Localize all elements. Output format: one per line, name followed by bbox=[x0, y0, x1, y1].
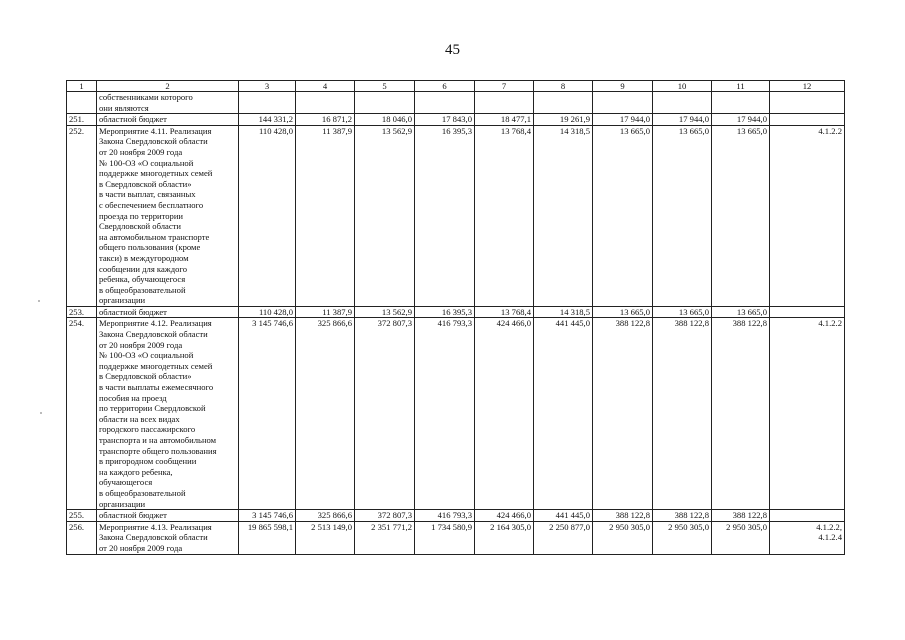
description-line: поддержке многодетных семей bbox=[99, 360, 213, 371]
target-code bbox=[770, 92, 845, 114]
description-line: № 100-ОЗ «О социальной bbox=[99, 350, 194, 361]
amount-cell: 16 871,2 bbox=[296, 114, 355, 126]
table-row bbox=[67, 306, 845, 318]
scan-speck bbox=[38, 300, 40, 302]
column-header: 1 bbox=[67, 81, 97, 92]
column-header: 9 bbox=[593, 81, 653, 92]
column-header: 4 bbox=[296, 81, 355, 92]
amount-cell: 2 250 877,0 bbox=[534, 521, 593, 554]
description-line: обучающегося bbox=[99, 477, 153, 488]
amount-cell: 424 466,0 bbox=[475, 318, 534, 510]
target-code bbox=[770, 318, 845, 510]
column-header: 7 bbox=[475, 81, 534, 92]
amount-cell: 325 866,6 bbox=[296, 318, 355, 510]
description-line: с обеспечением бесплатного bbox=[99, 199, 204, 210]
description-line: ребенка, обучающегося bbox=[99, 274, 186, 285]
amount-cell: 11 387,9 bbox=[296, 125, 355, 306]
amount-cell: 388 122,8 bbox=[653, 510, 712, 522]
amount-cell: 388 122,8 bbox=[593, 510, 653, 522]
amount-cell: 441 445,0 bbox=[534, 510, 593, 522]
description-line: области на всех видах bbox=[99, 413, 180, 424]
amount-cell: 144 331,2 bbox=[239, 114, 296, 126]
amount-cell: 388 122,8 bbox=[653, 318, 712, 510]
amount-cell: 2 351 771,2 bbox=[355, 521, 415, 554]
row-description bbox=[97, 510, 239, 522]
description-line: Свердловской области bbox=[99, 221, 182, 232]
description-line: в части выплаты ежемесячного bbox=[99, 382, 214, 393]
amount-cell: 18 046,0 bbox=[355, 114, 415, 126]
target-code bbox=[770, 521, 845, 554]
description-line: общего пользования (кроме bbox=[99, 242, 201, 253]
description-line: областной бюджет bbox=[99, 306, 167, 317]
column-header: 6 bbox=[415, 81, 475, 92]
amount-cell: 1 734 580,9 bbox=[415, 521, 475, 554]
description-line: организации bbox=[99, 295, 146, 306]
description-line: сообщении для каждого bbox=[99, 263, 187, 274]
description-line: № 100-ОЗ «О социальной bbox=[99, 157, 194, 168]
description-line: собственниками которого bbox=[99, 92, 193, 102]
amount-cell: 16 395,3 bbox=[415, 125, 475, 306]
amount-cell: 2 513 149,0 bbox=[296, 521, 355, 554]
amount-cell bbox=[712, 92, 770, 114]
amount-cell: 388 122,8 bbox=[593, 318, 653, 510]
amount-cell: 388 122,8 bbox=[712, 510, 770, 522]
amount-cell: 13 562,9 bbox=[355, 125, 415, 306]
amount-cell: 2 950 305,0 bbox=[593, 521, 653, 554]
amount-cell: 13 665,0 bbox=[653, 306, 712, 318]
amount-cell: 3 145 746,6 bbox=[239, 510, 296, 522]
amount-cell bbox=[415, 92, 475, 114]
amount-cell: 110 428,0 bbox=[239, 306, 296, 318]
row-number: 252. bbox=[67, 125, 97, 306]
description-line: Закона Свердловской области bbox=[99, 329, 208, 340]
description-line: в Свердловской области» bbox=[99, 178, 192, 189]
table-header-row bbox=[67, 81, 845, 92]
amount-cell: 13 665,0 bbox=[712, 306, 770, 318]
amount-cell: 2 164 305,0 bbox=[475, 521, 534, 554]
table-body bbox=[67, 81, 845, 555]
amount-cell: 13 665,0 bbox=[593, 306, 653, 318]
table-row bbox=[67, 125, 845, 306]
amount-cell: 388 122,8 bbox=[712, 318, 770, 510]
description-line: они являются bbox=[99, 102, 149, 113]
description-line: от 20 ноября 2009 года bbox=[99, 339, 183, 350]
row-number: 254. bbox=[67, 318, 97, 510]
description-line: Закона Свердловской области bbox=[99, 532, 208, 543]
description-line: от 20 ноября 2009 года bbox=[99, 542, 183, 553]
description-line: областной бюджет bbox=[99, 510, 167, 521]
column-header: 3 bbox=[239, 81, 296, 92]
amount-cell: 110 428,0 bbox=[239, 125, 296, 306]
amount-cell bbox=[355, 92, 415, 114]
row-number: 255. bbox=[67, 510, 97, 522]
amount-cell bbox=[475, 92, 534, 114]
description-line: транспорта и на автомобильном bbox=[99, 435, 217, 445]
table-row bbox=[67, 114, 845, 126]
column-header: 2 bbox=[97, 81, 239, 92]
target-code bbox=[770, 306, 845, 318]
amount-cell: 416 793,3 bbox=[415, 510, 475, 522]
table-row bbox=[67, 92, 845, 114]
description-line: такси) в междугородном bbox=[99, 252, 189, 263]
amount-cell: 325 866,6 bbox=[296, 510, 355, 522]
row-description bbox=[97, 114, 239, 126]
row-description bbox=[97, 521, 239, 554]
description-line: проезда по территории bbox=[99, 210, 184, 221]
target-code-line: 4.1.2.2, bbox=[816, 521, 842, 532]
description-line: по территории Свердловской bbox=[99, 403, 206, 414]
target-code bbox=[770, 510, 845, 522]
amount-cell: 17 843,0 bbox=[415, 114, 475, 126]
description-line: от 20 ноября 2009 года bbox=[99, 146, 183, 157]
row-description bbox=[97, 125, 239, 306]
amount-cell: 2 950 305,0 bbox=[712, 521, 770, 554]
amount-cell: 372 807,3 bbox=[355, 318, 415, 510]
amount-cell: 18 477,1 bbox=[475, 114, 534, 126]
description-line: в пригородном сообщении bbox=[99, 456, 197, 467]
amount-cell: 19 865 598,1 bbox=[239, 521, 296, 554]
amount-cell: 14 318,5 bbox=[534, 125, 593, 306]
target-code-line: 4.1.2.2 bbox=[818, 318, 842, 329]
budget-table bbox=[66, 80, 845, 555]
amount-cell: 13 665,0 bbox=[712, 125, 770, 306]
column-header: 8 bbox=[534, 81, 593, 92]
amount-cell: 441 445,0 bbox=[534, 318, 593, 510]
scan-speck bbox=[40, 412, 42, 414]
table-row bbox=[67, 318, 845, 510]
description-line: Мероприятие 4.11. Реализация bbox=[99, 125, 212, 136]
amount-cell bbox=[296, 92, 355, 114]
column-header: 12 bbox=[770, 81, 845, 92]
column-header: 11 bbox=[712, 81, 770, 92]
description-line: в части выплат, связанных bbox=[99, 189, 196, 200]
amount-cell bbox=[593, 92, 653, 114]
amount-cell: 13 562,9 bbox=[355, 306, 415, 318]
description-line: на автомобильном транспорте bbox=[99, 231, 210, 242]
amount-cell: 17 944,0 bbox=[593, 114, 653, 126]
table-row bbox=[67, 521, 845, 554]
description-line: в общеобразовательной bbox=[99, 284, 186, 295]
amount-cell bbox=[239, 92, 296, 114]
amount-cell: 19 261,9 bbox=[534, 114, 593, 126]
target-code-line: 4.1.2.4 bbox=[818, 532, 842, 543]
row-number: 251. bbox=[67, 114, 97, 126]
description-line: пособия на проезд bbox=[99, 392, 167, 403]
description-line: транспорте общего пользования bbox=[99, 445, 217, 456]
table-row bbox=[67, 510, 845, 522]
amount-cell: 13 768,4 bbox=[475, 306, 534, 318]
row-number: 256. bbox=[67, 521, 97, 554]
column-header: 5 bbox=[355, 81, 415, 92]
amount-cell bbox=[534, 92, 593, 114]
amount-cell: 13 665,0 bbox=[593, 125, 653, 306]
description-line: Мероприятие 4.13. Реализация bbox=[99, 521, 212, 532]
target-code bbox=[770, 125, 845, 306]
target-code-line: 4.1.2.2 bbox=[818, 125, 842, 136]
amount-cell: 416 793,3 bbox=[415, 318, 475, 510]
description-line: в Свердловской области» bbox=[99, 371, 192, 382]
amount-cell: 424 466,0 bbox=[475, 510, 534, 522]
description-line: на каждого ребенка, bbox=[99, 466, 173, 477]
description-line: областной бюджет bbox=[99, 114, 167, 125]
amount-cell: 13 665,0 bbox=[653, 125, 712, 306]
description-line: организации bbox=[99, 498, 146, 509]
row-description bbox=[97, 92, 239, 114]
amount-cell: 3 145 746,6 bbox=[239, 318, 296, 510]
page-number: 45 bbox=[445, 42, 460, 58]
row-number bbox=[67, 92, 97, 114]
description-line: Мероприятие 4.12. Реализация bbox=[99, 318, 212, 329]
amount-cell: 2 950 305,0 bbox=[653, 521, 712, 554]
amount-cell: 372 807,3 bbox=[355, 510, 415, 522]
description-line: городского пассажирского bbox=[99, 424, 196, 435]
description-line: в общеобразовательной bbox=[99, 487, 186, 498]
amount-cell: 17 944,0 bbox=[712, 114, 770, 126]
amount-cell bbox=[653, 92, 712, 114]
target-code bbox=[770, 114, 845, 126]
row-description bbox=[97, 306, 239, 318]
amount-cell: 16 395,3 bbox=[415, 306, 475, 318]
amount-cell: 11 387,9 bbox=[296, 306, 355, 318]
amount-cell: 14 318,5 bbox=[534, 306, 593, 318]
description-line: поддержке многодетных семей bbox=[99, 168, 213, 179]
amount-cell: 13 768,4 bbox=[475, 125, 534, 306]
column-header: 10 bbox=[653, 81, 712, 92]
amount-cell: 17 944,0 bbox=[653, 114, 712, 126]
row-description bbox=[97, 318, 239, 510]
row-number: 253. bbox=[67, 306, 97, 318]
description-line: Закона Свердловской области bbox=[99, 136, 208, 147]
